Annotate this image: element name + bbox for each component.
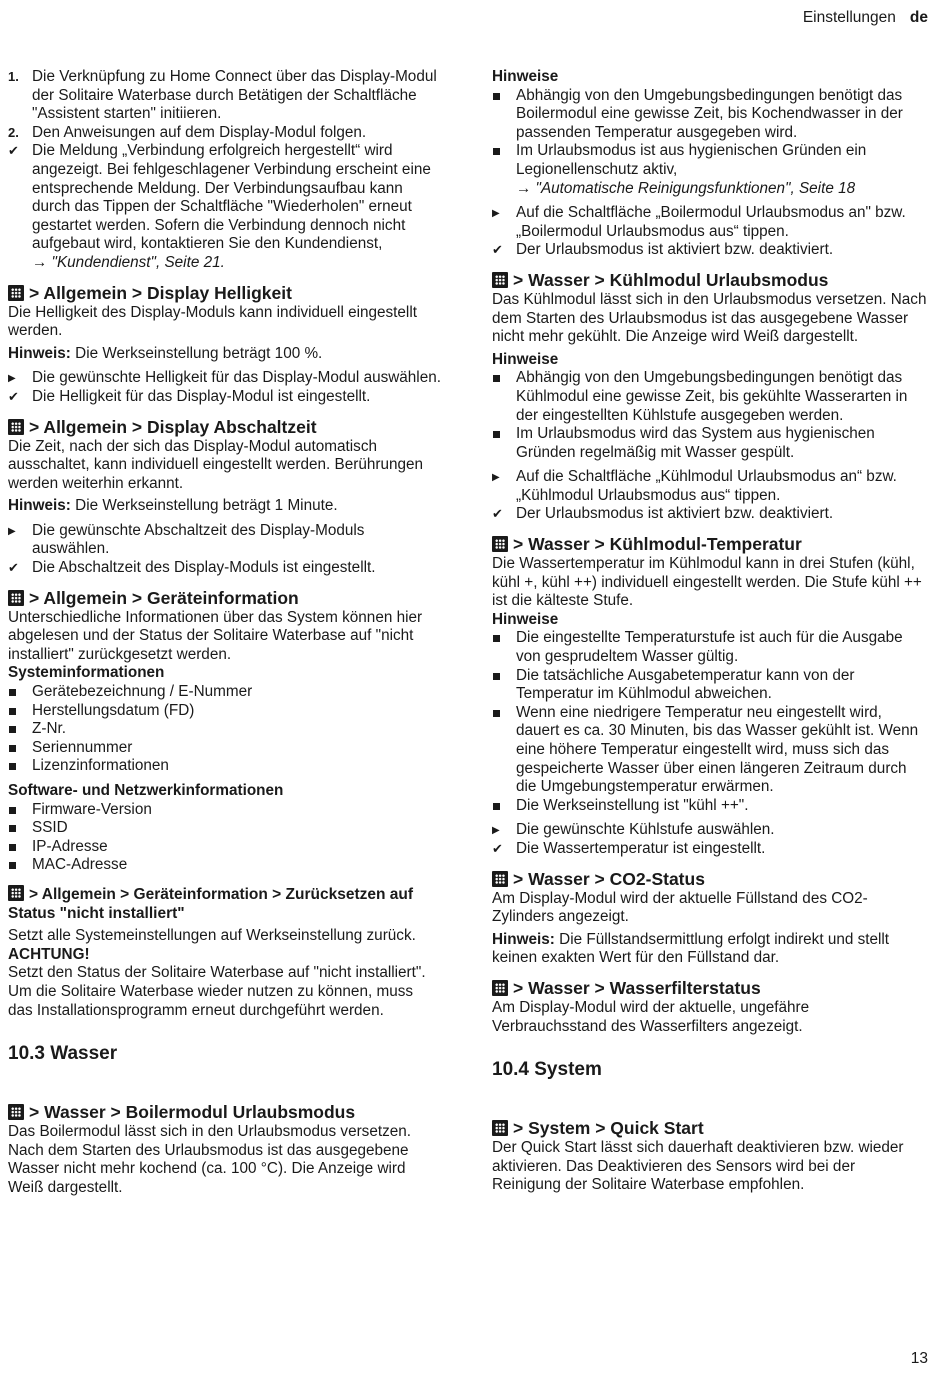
bullet-square-icon bbox=[492, 87, 514, 106]
note-label: Hinweis: bbox=[8, 497, 71, 515]
heading-text: > Wasser > Kühlmodul-Temperatur bbox=[513, 534, 802, 555]
list-text: IP-Adresse bbox=[32, 837, 108, 855]
list-item bbox=[8, 838, 441, 857]
heading-text: > Allgemein > Display Abschaltzeit bbox=[29, 416, 317, 437]
note-text: Die Werkseinstellung beträgt 1 Minute. bbox=[70, 497, 338, 515]
subheading: Software- und Netzwerkinformationen bbox=[8, 782, 284, 799]
list-item bbox=[8, 757, 441, 776]
bullet-square-icon bbox=[492, 369, 514, 388]
check-icon: ✔ bbox=[492, 506, 503, 522]
cross-reference: → "Automatische Reinigungsfunktionen", Seite 18 bbox=[516, 179, 856, 197]
step-item bbox=[8, 369, 441, 388]
bullet-square-icon bbox=[492, 142, 514, 161]
step-item bbox=[8, 68, 441, 124]
step-text: Die gewünschte Helligkeit für das Display-Modul auswählen. bbox=[32, 369, 441, 387]
cross-reference: → "Kundendienst", Seite 21. bbox=[32, 253, 225, 271]
heading-text: > Wasser > Boilermodul Urlaubsmodus bbox=[29, 1102, 356, 1123]
bullet-square-icon bbox=[8, 856, 30, 875]
body-text: Unterschiedliche Informationen über das System können hier abgelesen und der Status der Solitaire Waterbase auf "nicht installiert" zurückgesetzt werden. bbox=[8, 608, 423, 663]
step-text: Die Verknüpfung zu Home Connect über das Display-Modul der Solitaire Waterbase durch Betätigen der Schaltfläche "Assistent starten" initiieren. bbox=[32, 68, 437, 123]
section-heading bbox=[8, 588, 441, 609]
heading-text: > Wasser > Kühlmodul Urlaubsmodus bbox=[513, 269, 829, 290]
header-title: Einstellungen bbox=[802, 9, 896, 26]
subheading: Hinweise bbox=[492, 610, 559, 628]
section-heading bbox=[8, 283, 441, 304]
check-icon: ✔ bbox=[8, 143, 19, 159]
note-label: Hinweis: bbox=[492, 930, 555, 948]
left-column bbox=[8, 68, 441, 1198]
body-text: Am Display-Modul wird der aktuelle Füllstand des CO2-Zylinders angezeigt. bbox=[492, 889, 868, 926]
body-text: Die Zeit, nach der sich das Display-Modul automatisch ausschaltet, kann individuell eingestellt werden. Berührungen werden weiterhin erkannt. bbox=[8, 437, 423, 492]
menu-grid-icon bbox=[8, 1104, 24, 1120]
result-item bbox=[8, 142, 441, 254]
subheading: Hinweise bbox=[492, 68, 559, 85]
list-text: Die Werkseinstellung ist "kühl ++". bbox=[516, 796, 749, 814]
list-text: Die eingestellte Temperaturstufe ist auch für die Ausgabe von gesprudeltem Wasser gültig. bbox=[516, 629, 903, 666]
menu-grid-icon bbox=[492, 536, 508, 552]
menu-grid-icon bbox=[8, 590, 24, 606]
list-item bbox=[492, 704, 928, 797]
body-text: Am Display-Modul wird der aktuelle, ungefähre Verbrauchsstand des Wasserfilters angezeigt. bbox=[492, 998, 810, 1035]
arrow-right-icon: ▶ bbox=[8, 373, 16, 385]
list-text: MAC-Adresse bbox=[32, 856, 128, 874]
result-item bbox=[492, 505, 928, 524]
step-text: Die gewünschte Abschaltzeit des Display-Moduls auswählen. bbox=[32, 521, 365, 558]
note-label: Hinweis: bbox=[8, 344, 71, 362]
result-text: Die Wassertemperatur ist eingestellt. bbox=[516, 839, 766, 857]
body-text: Das Boilermodul lässt sich in den Urlaubsmodus versetzen. Nach dem Starten des Urlaubsmodus ist das ausgegebene Wasser nicht mehr kochend (ca. 100 °C). Die Anzeige wird Weiß dargestellt. bbox=[8, 1123, 411, 1196]
list-item bbox=[8, 739, 441, 758]
arrow-right-icon: ▶ bbox=[492, 472, 500, 484]
check-icon: ✔ bbox=[8, 388, 19, 404]
list-text: Firmware-Version bbox=[32, 800, 152, 818]
result-text: Die Helligkeit für das Display-Modul ist eingestellt. bbox=[32, 387, 371, 405]
body-text: Die Helligkeit des Display-Moduls kann individuell eingestellt werden. bbox=[8, 303, 417, 340]
section-heading bbox=[8, 1102, 441, 1123]
list-item bbox=[8, 856, 441, 875]
step-item bbox=[8, 522, 441, 559]
note-text: Die Werkseinstellung beträgt 100 %. bbox=[70, 344, 323, 362]
section-heading bbox=[492, 270, 928, 291]
list-item bbox=[492, 87, 928, 143]
section-heading bbox=[492, 978, 928, 999]
list-item bbox=[8, 683, 441, 702]
bullet-square-icon bbox=[8, 739, 30, 758]
menu-grid-icon bbox=[8, 419, 24, 435]
list-text: Lizenzinformationen bbox=[32, 757, 169, 775]
bullet-square-icon bbox=[8, 838, 30, 857]
arrow-right-icon: ▶ bbox=[492, 208, 500, 220]
list-text: Z-Nr. bbox=[32, 720, 66, 738]
subheading: Hinweise bbox=[492, 350, 559, 368]
step-item bbox=[492, 204, 928, 241]
list-item bbox=[8, 720, 441, 739]
body-text: Setzt alle Systemeinstellungen auf Werkseinstellung zurück. bbox=[8, 927, 416, 945]
list-item bbox=[492, 667, 928, 704]
bullet-square-icon bbox=[492, 704, 514, 723]
chapter-heading: 10.4 System bbox=[492, 1059, 602, 1081]
check-icon: ✔ bbox=[8, 560, 19, 576]
result-text: Der Urlaubsmodus ist aktiviert bzw. deaktiviert. bbox=[516, 241, 834, 259]
list-item bbox=[8, 702, 441, 721]
step-text: Die gewünschte Kühlstufe auswählen. bbox=[516, 821, 775, 839]
list-text: Im Urlaubsmodus wird das System aus hygienischen Gründen regelmäßig mit Wasser gespült. bbox=[516, 425, 875, 461]
body-text: Die Wassertemperatur im Kühlmodul kann in drei Stufen (kühl, kühl +, kühl ++) individuell eingestellt werden. Die Stufe kühl ++ ist die kälteste Stufe. bbox=[492, 555, 922, 610]
list-text: Seriennummer bbox=[32, 738, 133, 756]
bullet-square-icon bbox=[8, 720, 30, 739]
page-number: 13 bbox=[910, 1350, 928, 1368]
note-paragraph bbox=[8, 345, 441, 364]
arrow-right-icon: ▶ bbox=[492, 825, 500, 837]
list-text: Herstellungsdatum (FD) bbox=[32, 701, 195, 719]
section-heading bbox=[8, 417, 441, 438]
list-text: Im Urlaubsmodus ist aus hygienischen Gründen ein Legionellenschutz aktiv, bbox=[516, 142, 867, 178]
step-text: Auf die Schaltfläche „Boilermodul Urlaubsmodus an" bzw. „Boilermodul Urlaubsmodus aus“ tippen. bbox=[516, 204, 906, 240]
list-text: SSID bbox=[32, 819, 68, 837]
result-text: Der Urlaubsmodus ist aktiviert bzw. deaktiviert. bbox=[516, 505, 834, 523]
result-item bbox=[492, 840, 928, 859]
step-item bbox=[492, 821, 928, 840]
check-icon: ✔ bbox=[492, 242, 503, 258]
result-text: Die Abschaltzeit des Display-Moduls ist eingestellt. bbox=[32, 559, 376, 577]
bullet-square-icon bbox=[8, 683, 30, 702]
menu-grid-icon bbox=[492, 871, 508, 887]
list-text: Abhängig von den Umgebungsbedingungen benötigt das Boilermodul eine gewisse Zeit, bis Kochendwasser in der passenden Temperatur ausgegeben wird. bbox=[516, 86, 903, 141]
step-number: 1. bbox=[8, 69, 19, 84]
list-item bbox=[8, 819, 441, 838]
chapter-heading: 10.3 Wasser bbox=[8, 1043, 118, 1065]
step-text: Auf die Schaltfläche „Kühlmodul Urlaubsmodus an“ bzw. „Kühlmodul Urlaubsmodus aus“ tippen. bbox=[516, 468, 897, 504]
menu-grid-icon bbox=[8, 885, 24, 901]
heading-text: > System > Quick Start bbox=[513, 1118, 704, 1139]
result-item bbox=[8, 388, 441, 407]
bullet-square-icon bbox=[492, 797, 514, 816]
step-text: Den Anweisungen auf dem Display-Modul folgen. bbox=[32, 123, 367, 141]
section-heading bbox=[8, 885, 441, 923]
step-item bbox=[492, 468, 928, 505]
list-text: Abhängig von den Umgebungsbedingungen benötigt das Kühlmodul eine gewisse Zeit, bis gekühlte Wasserarten in der eingestellten Kühlstufe ausgegeben werden. bbox=[516, 369, 908, 424]
body-text: Das Kühlmodul lässt sich in den Urlaubsmodus versetzen. Nach dem Starten des Urlaubsmodus ist das ausgegebene Wasser nicht mehr gekühlt. Die Anzeige wird Weiß dargestellt. bbox=[492, 290, 927, 346]
list-text: Wenn eine niedrigere Temperatur neu eingestellt wird, dauert es ca. 30 Minuten, bis das Wasser gekühlt ist. Wenn eine höhere Temperatur eingestellt wird, muss sich das gespeicherte Wasser über einen längeren Zeitraum durch die Umgebungstemperatur erwärmen. bbox=[516, 703, 919, 796]
bullet-square-icon bbox=[8, 702, 30, 721]
check-icon: ✔ bbox=[492, 840, 503, 856]
step-number: 2. bbox=[8, 124, 19, 140]
list-item bbox=[492, 142, 928, 179]
heading-text: > Allgemein > Display Helligkeit bbox=[29, 282, 292, 303]
bullet-square-icon bbox=[8, 801, 30, 820]
bullet-square-icon bbox=[492, 667, 514, 686]
section-heading bbox=[492, 534, 928, 555]
bullet-square-icon bbox=[8, 757, 30, 776]
result-text: Die Meldung „Verbindung erfolgreich hergestellt“ wird angezeigt. Bei fehlgeschlagener Verbindung erscheint eine entsprechende Meldung. Der Verbindungsaufbau kann durch das Tippen der Schaltfläche "Wiederholen" erneut gestartet werden. Sofern die Verbindung dennoch nicht aufgebaut wird, kontaktieren Sie den Kundendienst, bbox=[32, 142, 431, 253]
result-item bbox=[8, 559, 441, 578]
note-paragraph bbox=[8, 497, 441, 516]
heading-text: > Wasser > Wasserfilterstatus bbox=[513, 977, 761, 998]
list-text: Die tatsächliche Ausgabetemperatur kann von der Temperatur im Kühlmodul abweichen. bbox=[516, 666, 855, 703]
running-header bbox=[803, 9, 928, 28]
subheading: Systeminformationen bbox=[8, 664, 165, 682]
note-text: Die Füllstandsermittlung erfolgt indirekt und stellt keinen exakten Wert für den Füllstand dar. bbox=[492, 930, 890, 967]
warning-text: Setzt den Status der Solitaire Waterbase auf "nicht installiert". Um die Solitaire Waterbase wieder nutzen zu können, muss das Installationsprogramm erneut durchgeführt werden. bbox=[8, 964, 426, 1019]
menu-grid-icon bbox=[492, 980, 508, 996]
bullet-square-icon bbox=[8, 819, 30, 838]
menu-grid-icon bbox=[8, 285, 24, 301]
menu-grid-icon bbox=[492, 272, 508, 288]
step-item bbox=[8, 124, 441, 143]
body-text: Der Quick Start lässt sich dauerhaft deaktivieren bzw. wieder aktivieren. Das Deaktivieren des Sensors wird bei der Reinigung der Solitaire Waterbase empfohlen. bbox=[492, 1139, 904, 1194]
list-item bbox=[8, 801, 441, 820]
list-item bbox=[492, 425, 928, 462]
section-heading bbox=[492, 1118, 928, 1139]
bullet-square-icon bbox=[492, 629, 514, 648]
heading-text: > Allgemein > Geräteinformation bbox=[29, 587, 299, 608]
bullet-square-icon bbox=[492, 425, 514, 444]
language-code: de bbox=[909, 9, 928, 26]
section-heading bbox=[492, 869, 928, 890]
warning-label: ACHTUNG! bbox=[8, 945, 90, 963]
result-item bbox=[492, 241, 928, 260]
list-item bbox=[492, 797, 928, 816]
menu-grid-icon bbox=[492, 1120, 508, 1136]
arrow-right-icon: ▶ bbox=[8, 525, 16, 537]
heading-text: > Allgemein > Geräteinformation > Zurücksetzen auf Status "nicht installiert" bbox=[8, 885, 414, 922]
list-item bbox=[492, 369, 928, 425]
right-column bbox=[492, 68, 928, 1195]
list-text: Gerätebezeichnung / E-Nummer bbox=[32, 683, 253, 701]
note-paragraph bbox=[492, 931, 928, 968]
list-item bbox=[492, 629, 928, 666]
heading-text: > Wasser > CO2-Status bbox=[513, 868, 705, 889]
